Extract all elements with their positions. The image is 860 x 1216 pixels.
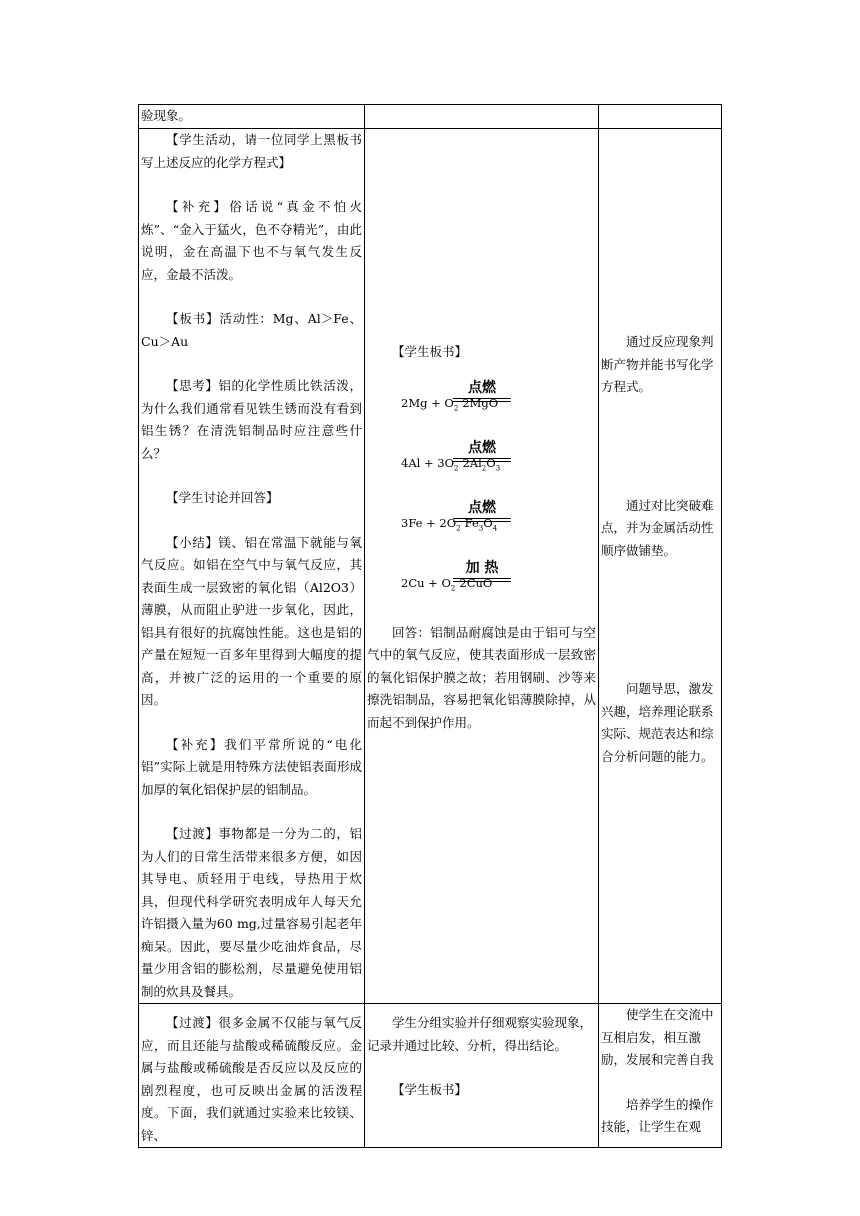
reaction-condition: 点燃 <box>468 439 496 456</box>
equation-text: $2Mg + O_2$ 2MgO <box>401 395 499 412</box>
reaction-condition: 加 热 <box>465 559 499 576</box>
paragraph: 【过渡】很多金属不仅能与氧气反应，而且还能与盐酸或稀硫酸反应。金属与盐酸或稀硫酸是否反应以及反应的剧烈程度，也可反映出金属的活泼程度。下面，我们就通过实验来比较镁、锌、 <box>141 1015 362 1143</box>
cell-text: 验现象。 <box>141 108 192 123</box>
paragraph: 【小结】镁、铝在常温下就能与氧气反应。如铝在空气中与氧气反应，其表面生成一层致密的氧化铝（Al2O3）薄膜，从而阻止驴进一步氧化，因此，铝具有很好的抗腐蚀性能。这也是铝的产量在短短一百多年里得到大幅度的提高，并被广泛的运用的一个重要的原因。 <box>141 534 362 707</box>
cell <box>139 1004 365 1148</box>
board-heading: 【学生板书】 <box>392 1082 468 1097</box>
paragraph: 学生分组实验并仔细观察实验现象，记录并通过比较、分析，得出结论。 <box>367 1015 593 1053</box>
paragraph: 【思考】铝的化学性质比铁活泼，为什么我们通常看见铁生锈而没有看到铝生锈？在清洗铝制品时应注意些什么？ <box>141 378 362 461</box>
lesson-plan-table <box>138 104 722 1148</box>
reaction-condition: 点燃 <box>468 499 496 516</box>
answer-text: 回答：铝制品耐腐蚀是由于铝可与空气中的氧气反应，使其表面形成一层致密的氧化铝保护膜之故；若用钢刷、沙等来擦洗铝制品，容易把氧化铝薄膜除掉，从而起不到保护作用。 <box>367 624 596 730</box>
paragraph: 【补充】我们平常所说的“电化铝”实际上就是用特殊方法使铝表面形成加厚的氧化铝保护层的铝制品。 <box>141 736 362 797</box>
paragraph: 【学生讨论并回答】 <box>166 490 279 505</box>
cell <box>599 129 722 1004</box>
cell <box>365 1004 599 1148</box>
chemical-equation <box>367 499 596 550</box>
purpose-text: 使学生在交流中互相启发，相互激励，发展和完善自我 <box>601 1007 714 1067</box>
cell <box>365 129 599 1004</box>
purpose-text: 问题导思，激发兴趣，培养理论联系实际、规范表达和综合分析问题的能力。 <box>601 681 714 764</box>
table-row <box>139 105 722 129</box>
cell <box>365 105 599 129</box>
paragraph: 【过渡】事物都是一分为二的，铝为人们的日常生活带来很多方便，如因其导电、质轻用于电线，导热用于炊具，但现代科学研究表明成年人每天允许铝摄入量为60 mg,过量容易引起老年痴呆。因此，要尽量少吃油炸食品，尽量少用含铝的膨松剂，尽量避免使用铝制的炊具及餐具。 <box>141 826 362 999</box>
purpose-text: 通过对比突破难点，并为金属活动性顺序做铺垫。 <box>601 497 714 558</box>
table-row <box>139 129 722 1004</box>
chemical-equation <box>367 379 596 430</box>
paragraph: 【板书】活动性：Mg、Al＞Fe、Cu＞Au <box>141 311 362 349</box>
reaction-condition: 点燃 <box>468 379 496 396</box>
chemical-equation <box>367 439 596 490</box>
cell <box>599 1004 722 1148</box>
equation-text: $4Al + 3O_2$ $2Al_2O_3$ <box>401 455 501 472</box>
purpose-text: 通过反应现象判断产物并能书写化学方程式。 <box>601 334 714 394</box>
board-heading: 【学生板书】 <box>392 344 468 359</box>
equation-text: $2Cu + O_2$ 2CuO <box>401 575 493 592</box>
purpose-text: 培养学生的操作技能，让学生在观 <box>601 1096 714 1134</box>
cell <box>139 105 365 129</box>
chemical-equation <box>367 559 596 610</box>
cell <box>599 105 722 129</box>
paragraph: 【学生活动，请一位同学上黑板书写上述反应的化学方程式】 <box>141 132 362 170</box>
equation-text: $3Fe + 2O_2$ $Fe_3O_4$ <box>401 515 498 532</box>
equation-list <box>367 379 596 610</box>
table-row <box>139 1004 722 1148</box>
paragraph: 【补充】俗话说“真金不怕火炼”、“金入于猛火，色不夺精光”，由此说明，金在高温下也不与氧气发生反应，金最不活泼。 <box>141 199 362 282</box>
cell <box>139 129 365 1004</box>
